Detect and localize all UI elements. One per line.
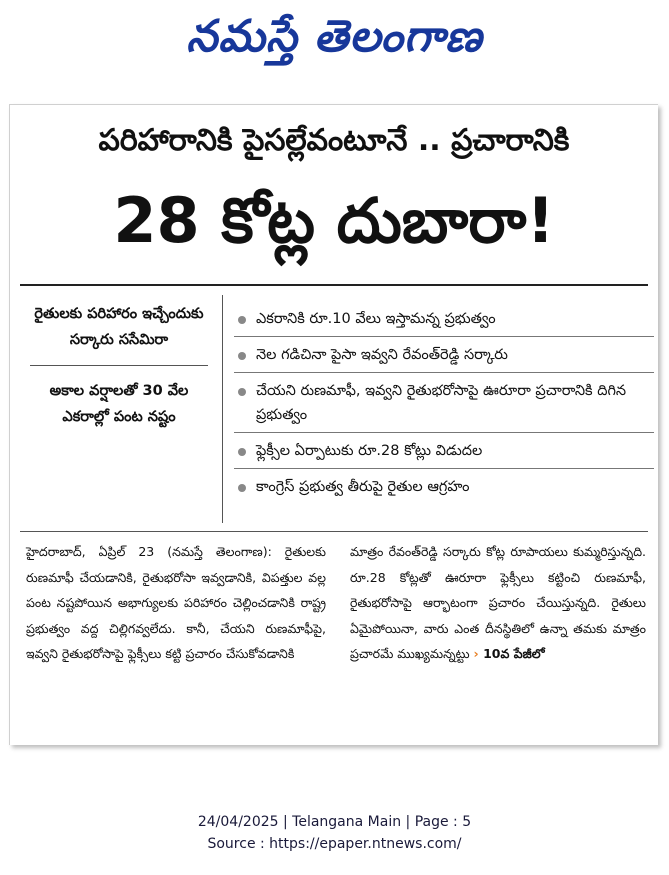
- headline-main: 28 కోట్ల దుబారా!: [113, 184, 555, 257]
- bullet-dot-icon: [238, 484, 246, 492]
- bullet-dot-icon: [238, 448, 246, 456]
- bullet-dot-icon: [238, 388, 246, 396]
- edition-info: 24/04/2025 | Telangana Main | Page : 5: [197, 814, 472, 830]
- bullet-list: [234, 301, 654, 504]
- source-url: Source : https://epaper.ntnews.com/: [207, 836, 462, 852]
- news-clipping: [9, 104, 658, 745]
- body-column-right: [350, 539, 646, 667]
- bullet-text: ఎకరానికి రూ.10 వేలు ఇస్తామన్న ప్రభుత్వం: [256, 311, 496, 327]
- bullet-dot-icon: [238, 316, 246, 324]
- highlight-box: [26, 301, 212, 442]
- bullet-text: ఫ్లెక్సీల ఏర్పాటుకు రూ.28 కోట్లు విడుదల: [256, 443, 483, 459]
- body-column-left: హైదరాబాద్, ఏప్రిల్ 23 (నమస్తే తెలంగాణ): రైతులకు రుణమాఫీ చేయడానికి, రైతుభరోసా ఇవ్వడానికి, విపత్తుల వల్ల పంట నష్టపోయిన అభాగ్యులకు పరిహారం చెల్లించడానికి రాష్ట్ర ప్రభుత్వం వద్ద చిల్లిగవ్వలేదు. కానీ, చేయని రుణమాఫీపై, ఇవ్వని రైతుభరోసాపై ఫ్లెక్సీలు కట్టి ప్రచారం చేసుకోవడానికి: [26, 544, 326, 661]
- bullet-item: [234, 301, 654, 337]
- bullet-text: కాంగ్రెస్ ప్రభుత్వ తీరుపై రైతుల ఆగ్రహం: [256, 479, 470, 495]
- continued-page-text: 10వ పేజీలో: [483, 646, 545, 661]
- body-divider: [20, 531, 648, 532]
- headline-kicker: పరిహారానికి పైసల్లేవంటూనే .. ప్రచారానికి: [98, 123, 570, 158]
- continued-jump: [474, 646, 545, 661]
- highlight-divider: [30, 365, 208, 366]
- bullet-item: [234, 469, 654, 504]
- bullet-text: చేయని రుణమాఫీ, ఇవ్వని రైతుభరోసాపై ఊరూరా ప్రచారానికి దిగిన ప్రభుత్వం: [256, 383, 627, 423]
- arrow-right-icon: ›: [473, 646, 479, 661]
- bullet-item: [234, 373, 654, 433]
- highlight-text: అకాల వర్షాలతో 30 వేల ఎకరాల్లో పంట నష్టం: [49, 383, 189, 425]
- bullet-dot-icon: [238, 352, 246, 360]
- bullet-item: [234, 337, 654, 373]
- bullet-text: నెల గడిచినా పైసా ఇవ్వని రేవంత్‌రెడ్డి సర్కారు: [256, 347, 508, 363]
- highlight-text: రైతులకు పరిహారం ఇచ్చేందుకు సర్కారు ససేమిరా: [34, 306, 204, 348]
- column-divider: [222, 295, 223, 523]
- headline-divider: [20, 284, 648, 286]
- bullet-item: [234, 433, 654, 469]
- newspaper-masthead: నమస్తే తెలంగాణ: [186, 11, 483, 62]
- body-text: మాత్రం రేవంత్‌రెడ్డి సర్కారు కోట్ల రూపాయలు కుమ్మరిస్తున్నది. రూ.28 కోట్లతో ఊరూరా ఫ్లెక్సీలు కట్టించి రుణమాఫీ, రైతుభరోసాపై ఆర్భాటంగా ప్రచారం చేయిస్తున్నది. రైతులు ఏమైపోయినా, వారు ఎంత దీనస్థితిలో ఉన్నా తమకు మాత్రం ప్రచారమే ముఖ్యమన్నట్టు: [350, 544, 646, 661]
